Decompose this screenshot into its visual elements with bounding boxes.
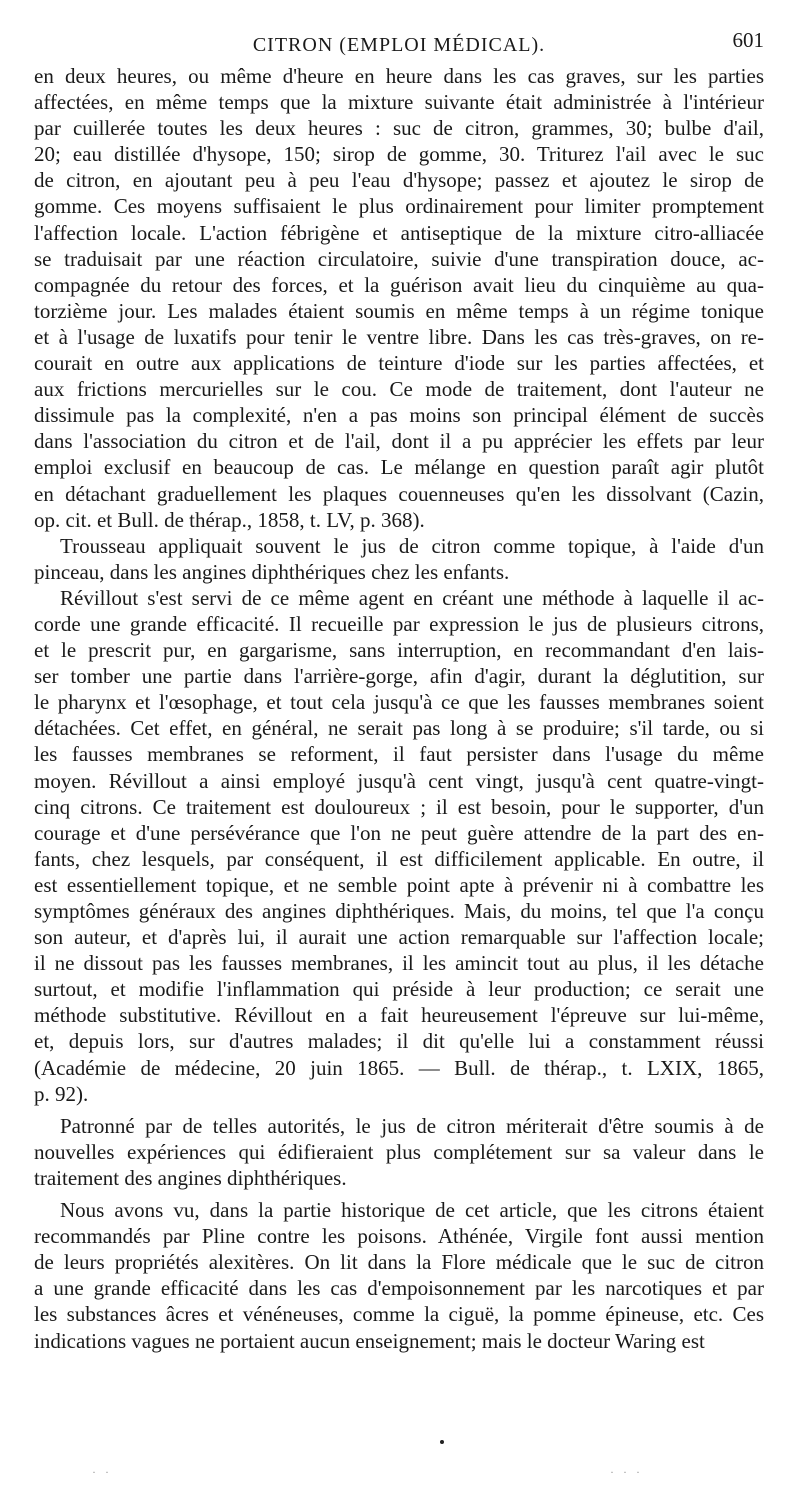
footer-marks-left: · ·: [92, 1465, 112, 1479]
text-line: dissimule pas la complexité, n'en a pas moins son principal élément de succès: [34, 403, 764, 428]
text-line: compagnée du retour des forces, et la guérison avait lieu du cinquième au qua-: [34, 272, 764, 297]
paragraph: [34, 63, 764, 533]
page-number: 601: [732, 28, 764, 52]
text-line: les fausses membranes se reforment, il faut persister dans l'usage du même: [34, 742, 764, 767]
body-text: [34, 63, 764, 1354]
text-line: emploi exclusif en beaucoup de cas. Le mélange en question paraît agir plutôt: [34, 455, 764, 480]
text-line: il ne dissout pas les fausses membranes, il les amincit tout au plus, il les détache: [34, 951, 764, 976]
paragraph: [34, 1113, 764, 1191]
text-line: le pharynx et l'œsophage, et tout cela jusqu'à ce que les fausses membranes soient: [34, 690, 764, 715]
text-line: de citron, en ajoutant peu à peu l'eau d'hysope; passez et ajoutez le sirop de: [34, 168, 764, 193]
page-header: [34, 28, 764, 64]
text-line: son auteur, et d'après lui, il aurait une action remarquable sur l'affection locale;: [34, 925, 764, 950]
text-line: Trousseau appliquait souvent le jus de citron comme topique, à l'aide d'un: [60, 533, 764, 558]
text-line: traitement des angines diphthériques.: [34, 1165, 347, 1190]
text-line: ser tomber une partie dans l'arrière-gorge, afin d'agir, durant la déglutition, sur: [34, 664, 764, 689]
text-line: et, depuis lors, sur d'autres malades; il dit qu'elle lui a constamment réussi: [34, 1029, 764, 1054]
text-line: Patronné par de telles autorités, le jus de citron mériterait d'être soumis à de: [60, 1113, 764, 1138]
text-line: (Académie de médecine, 20 juin 1865. — Bull. de thérap., t. LXIX, 1865,: [34, 1055, 764, 1080]
text-line: en détachant graduellement les plaques couenneuses qu'en les dissolvant (Cazin,: [34, 481, 764, 506]
text-line: Révillout s'est servi de ce même agent en créant une méthode à laquelle il ac-: [60, 585, 764, 610]
text-line: courage et d'une persévérance que l'on ne peut guère attendre de la part des en-: [34, 820, 764, 845]
text-line: l'affection locale. L'action fébrigène et antiseptique de la mixture citro-alliacée: [34, 220, 764, 245]
text-line: dans l'association du citron et de l'ail, dont il a pu apprécier les effets par leur: [34, 429, 764, 454]
paragraph: [34, 533, 764, 585]
text-line: surtout, et modifie l'inflammation qui préside à leur production; ce serait une: [34, 977, 764, 1002]
text-line: en deux heures, ou même d'heure en heure dans les cas graves, sur les parties: [34, 64, 764, 88]
text-line: symptômes généraux des angines diphthériques. Mais, du moins, tel que l'a conçu: [34, 899, 764, 923]
text-line: Nous avons vu, dans la partie historique de cet article, que les citrons étaient: [60, 1198, 764, 1223]
text-line: op. cit. et Bull. de thérap., 1858, t. LV, p. 368).: [34, 507, 425, 532]
text-line: moyen. Révillout a ainsi employé jusqu'à cent vingt, jusqu'à cent quatre-vingt-: [34, 768, 764, 793]
text-line: méthode substitutive. Révillout en a fait heureusement l'épreuve sur lui-même,: [34, 1003, 764, 1028]
text-line: 20; eau distillée d'hysope, 150; sirop de gomme, 30. Triturez l'ail avec le suc: [34, 142, 764, 167]
text-line: cinq citrons. Ce traitement est douloureux ; il est besoin, pour le supporter, d'un: [34, 794, 764, 819]
text-line: torzième jour. Les malades étaient soumis en même temps à un régime tonique: [34, 298, 764, 323]
text-line: affectées, en même temps que la mixture suivante était administrée à l'intérieur: [34, 90, 764, 115]
running-title: CITRON (EMPLOI MÉDICAL).: [252, 34, 546, 56]
paragraph: [34, 585, 764, 1107]
text-line: corde une grande efficacité. Il recueille par expression le jus de plusieurs citrons,: [34, 611, 764, 636]
footer-marks-right: · · ·: [610, 1465, 643, 1479]
text-line: et à l'usage de luxatifs pour tenir le ventre libre. Dans les cas très-graves, on re-: [34, 324, 764, 349]
footer-dot: [440, 1440, 444, 1444]
text-line: pinceau, dans les angines diphthériques chez les enfants.: [34, 559, 510, 584]
text-line: par cuillerée toutes les deux heures : suc de citron, grammes, 30; bulbe d'ail,: [34, 116, 764, 141]
text-line: les substances âcres et vénéneuses, comme la ciguë, la pomme épineuse, etc. Ces: [34, 1302, 764, 1327]
text-line: se traduisait par une réaction circulatoire, suivie d'une transpiration douce, ac-: [34, 246, 764, 271]
text-line: détachées. Cet effet, en général, ne serait pas long à se produire; s'il tarde, ou si: [34, 716, 764, 741]
text-line: fants, chez lesquels, par conséquent, il est difficilement applicable. En outre, il: [34, 846, 764, 871]
text-line: p. 92).: [34, 1081, 89, 1106]
text-line: et le prescrit pur, en gargarisme, sans interruption, en recommandant d'en lais-: [34, 638, 764, 663]
paragraph: [34, 1197, 764, 1354]
text-line: indications vagues ne portaient aucun enseignement; mais le docteur Waring est: [34, 1328, 705, 1353]
text-line: nouvelles expériences qui édifieraient plus complétement sur sa valeur dans le: [34, 1139, 764, 1164]
text-line: recommandés par Pline contre les poisons. Athénée, Virgile font aussi mention: [34, 1224, 764, 1249]
text-line: gomme. Ces moyens suffisaient le plus ordinairement pour limiter promptement: [34, 194, 764, 219]
text-line: courait en outre aux applications de teinture d'iode sur les parties affectées, et: [34, 351, 764, 376]
text-line: a une grande efficacité dans les cas d'empoisonnement par les narcotiques et par: [34, 1276, 764, 1301]
text-line: est essentiellement topique, et ne semble point apte à prévenir ni à combattre les: [34, 872, 764, 897]
text-line: aux frictions mercurielles sur le cou. Ce mode de traitement, dont l'auteur ne: [34, 377, 764, 402]
text-line: de leurs propriétés alexitères. On lit dans la Flore médicale que le suc de citron: [34, 1250, 764, 1275]
